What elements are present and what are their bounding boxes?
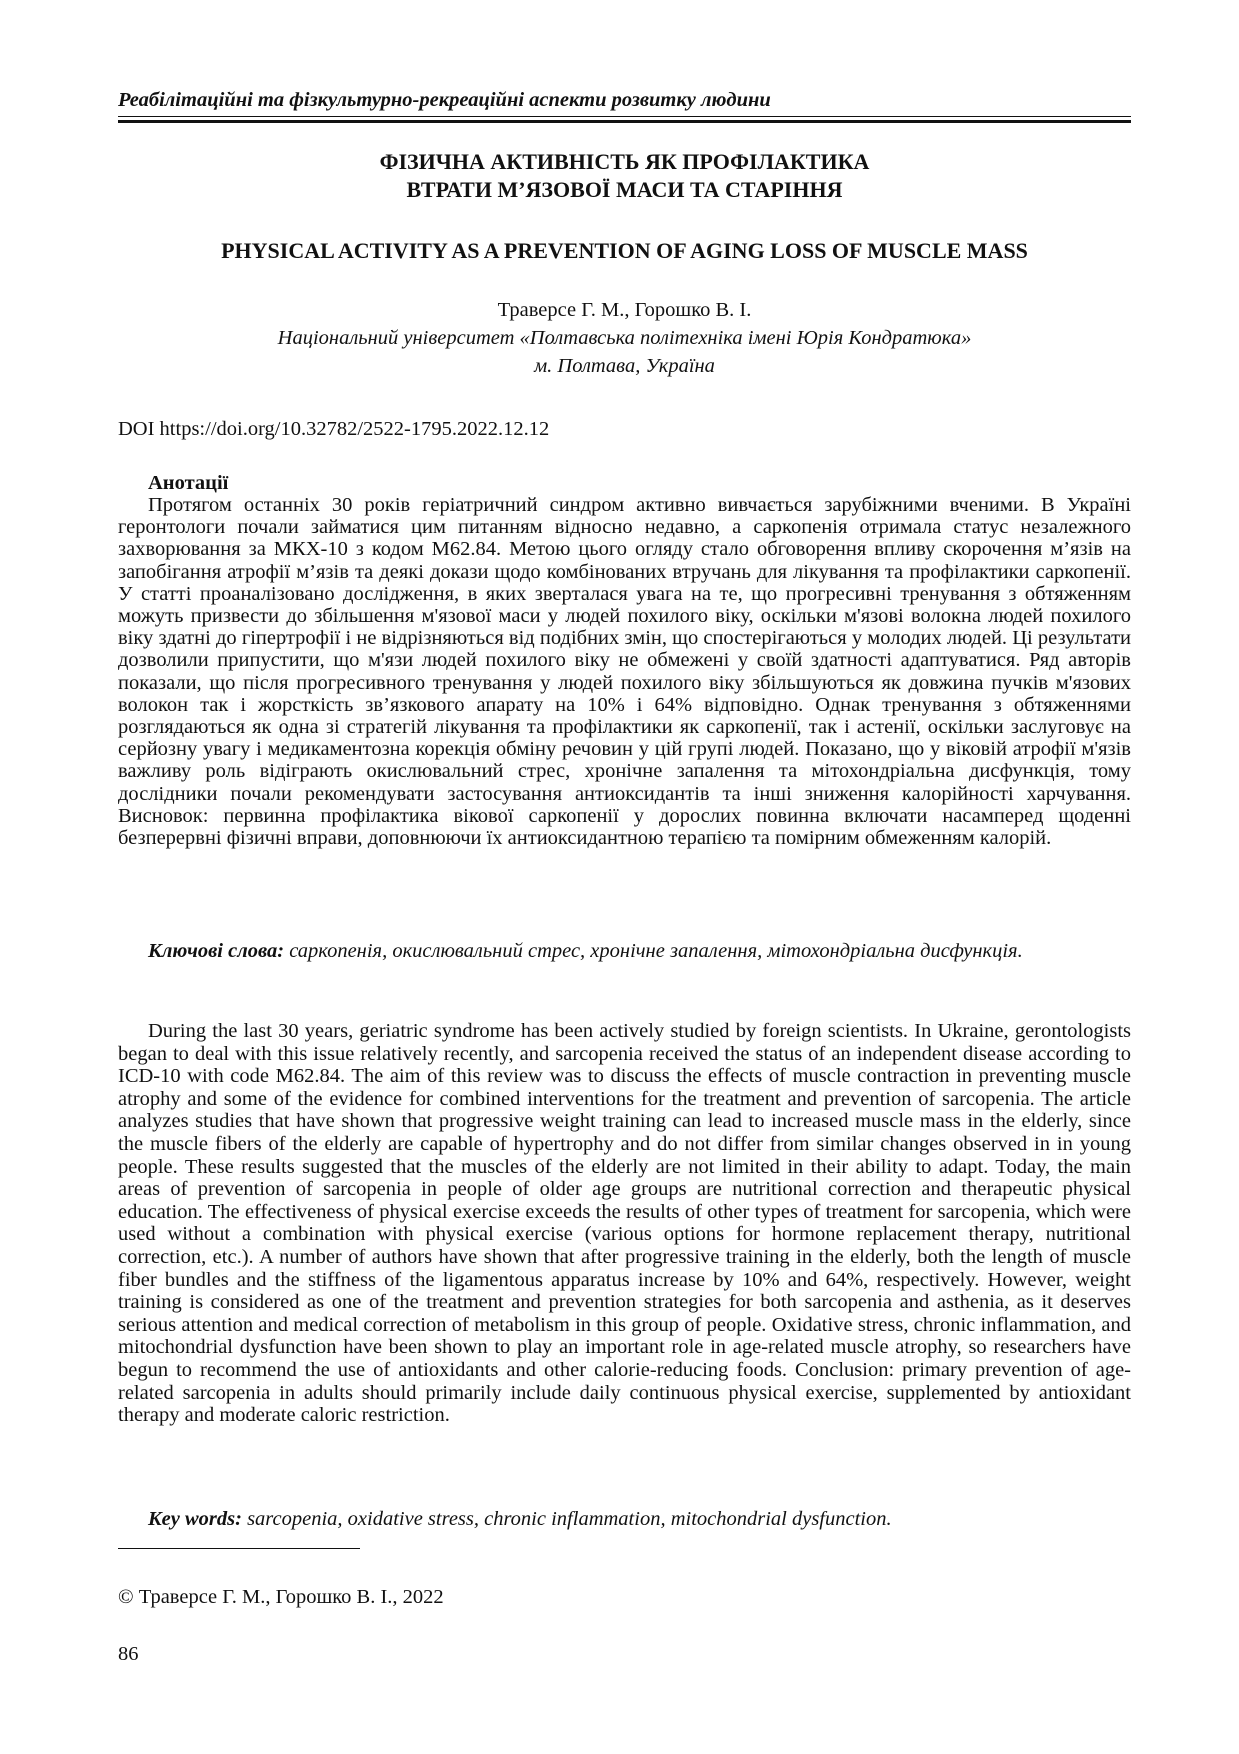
footnote-rule [118,1548,360,1549]
keywords-english [118,1508,1131,1531]
title-english: PHYSICAL ACTIVITY AS A PREVENTION OF AGING LOSS OF MUSCLE MASS [221,238,1028,263]
abstract-heading: Анотації [148,472,229,494]
keywords-ukrainian [118,940,1131,963]
keywords-ua-text: саркопенія, окислювальний стрес, хронічне запалення, мітохондріальна дисфункція. [289,940,1023,962]
title-ua-line-2: ВТРАТИ М’ЯЗОВОЇ МАСИ ТА СТАРІННЯ [406,177,843,202]
header-rule-thick [118,120,1131,123]
journal-page [118,0,1131,1754]
affiliation [118,324,1131,380]
authors: Траверсе Г. М., Горошко В. І. [497,299,752,321]
copyright-footnote: © Траверсе Г. М., Горошко В. І., 2022 [118,1586,444,1608]
abstract-ukrainian: Протягом останніх 30 років геріатричний синдром активно вивчається зарубіжними вченими. В Україні геронтологи почали займатися цим питанням відносно недавно, а саркопенія отримала статус незалежного захворювання за МКХ-10 з кодом M62.84. Метою цього огляду стало обговорення впливу скорочення м’язів на запобігання атрофії м’язів та деякі докази щодо комбінованих втручань для лікування та профілактики саркопенії. У статті проаналізовано дослідження, в яких зверталася увага на те, що прогресивні тренування з обтяженням можуть призвести до збільшення м'язової маси у людей похилого віку, оскільки м'язові волокна людей похилого віку здатні до гіпертрофії і не відрізняються від подібних змін, що спостерігаються у молодих людей. Ці результати дозволили припустити, що м'язи людей похилого віку не обмежені у своїй здатності адаптуватися. Ряд авторів показали, що після прогресивного тренування у людей похилого віку збільшуються як довжина пучків м'язових волокон так і жорсткість зв’язкового апарату на 10% і 64% відповідно. Однак тренування з обтяженнями розглядаються як одна зі стратегій лікування та профілактики як саркопенії, так і астенії, оскільки заслуговує на серйозну увагу і медикаментозна корекція обміну речовин у цій групі людей. Показано, що у віковій атрофії м'язів важливу роль відіграють окислювальний стрес, хронічне запалення та мітохондріальна дисфункція, тому дослідники почали рекомендувати застосування антиоксидантів та інші зниження калорійності харчування. Висновок: первинна профілактика вікової саркопенії у дорослих повинна включати насамперед щоденні безперервні фізичні вправи, доповнюючи їх антиоксидантною терапією та помірним обмеженням калорій. [118,494,1131,850]
title-ukrainian [118,148,1131,204]
doi-link[interactable]: DOI https://doi.org/10.32782/2522-1795.2022.12.12 [118,418,550,440]
title-ua-line-1: ФІЗИЧНА АКТИВНІСТЬ ЯК ПРОФІЛАКТИКА [379,149,870,174]
affiliation-university: Національний університет «Полтавська політехніка імені Юрія Кондратюка» [277,327,972,349]
keywords-en-text: sarcopenia, oxidative stress, chronic inflammation, mitochondrial dysfunction. [247,1508,892,1530]
page-number: 86 [118,1643,139,1665]
header-rule-thin [118,116,1131,117]
running-head: Реабілітаційні та фізкультурно-рекреаційні аспекти розвитку людини [118,89,771,111]
abstract-english: During the last 30 years, geriatric syndrome has been actively studied by foreign scientists. In Ukraine, gerontologists began to deal with this issue relatively recently, and sarcopenia received the status of an independent disease according to ICD-10 with code M62.84. The aim of this review was to discuss the effects of muscle contraction in preventing muscle atrophy and some of the evidence for combined interventions for the treatment and prevention of sarcopenia. The article analyzes studies that have shown that progressive weight training can lead to increased muscle mass in the elderly, since the muscle fibers of the elderly are capable of hypertrophy and do not differ from similar changes observed in in young people. These results suggested that the muscles of the elderly are not limited in their ability to adapt. Today, the main areas of prevention of sarcopenia in people of older age groups are nutritional correction and therapeutic physical education. The effectiveness of physical exercise exceeds the results of other types of treatment for sarcopenia, which were used without a combination with physical exercise (various options for hormone replacement therapy, nutritional correction, etc.). A number of authors have shown that after progressive training in the elderly, both the length of muscle fiber bundles and the stiffness of the ligamentous apparatus increase by 10% and 64%, respectively. However, weight training is considered as one of the treatment and prevention strategies for both sarcopenia and asthenia, as it deserves serious attention and medical correction of metabolism in this group of people. Oxidative stress, chronic inflammation, and mitochondrial dysfunction have been shown to play an important role in age-related muscle atrophy, so researchers have begun to recommend the use of antioxidants and other calorie-reducing foods. Conclusion: primary prevention of age-related sarcopenia in adults should primarily include daily continuous physical exercise, supplemented by antioxidant therapy and moderate caloric restriction. [118,1020,1131,1427]
keywords-en-label: Key words: [148,1508,242,1530]
affiliation-city: м. Полтава, Україна [534,355,715,377]
keywords-ua-label: Ключові слова: [148,940,285,962]
